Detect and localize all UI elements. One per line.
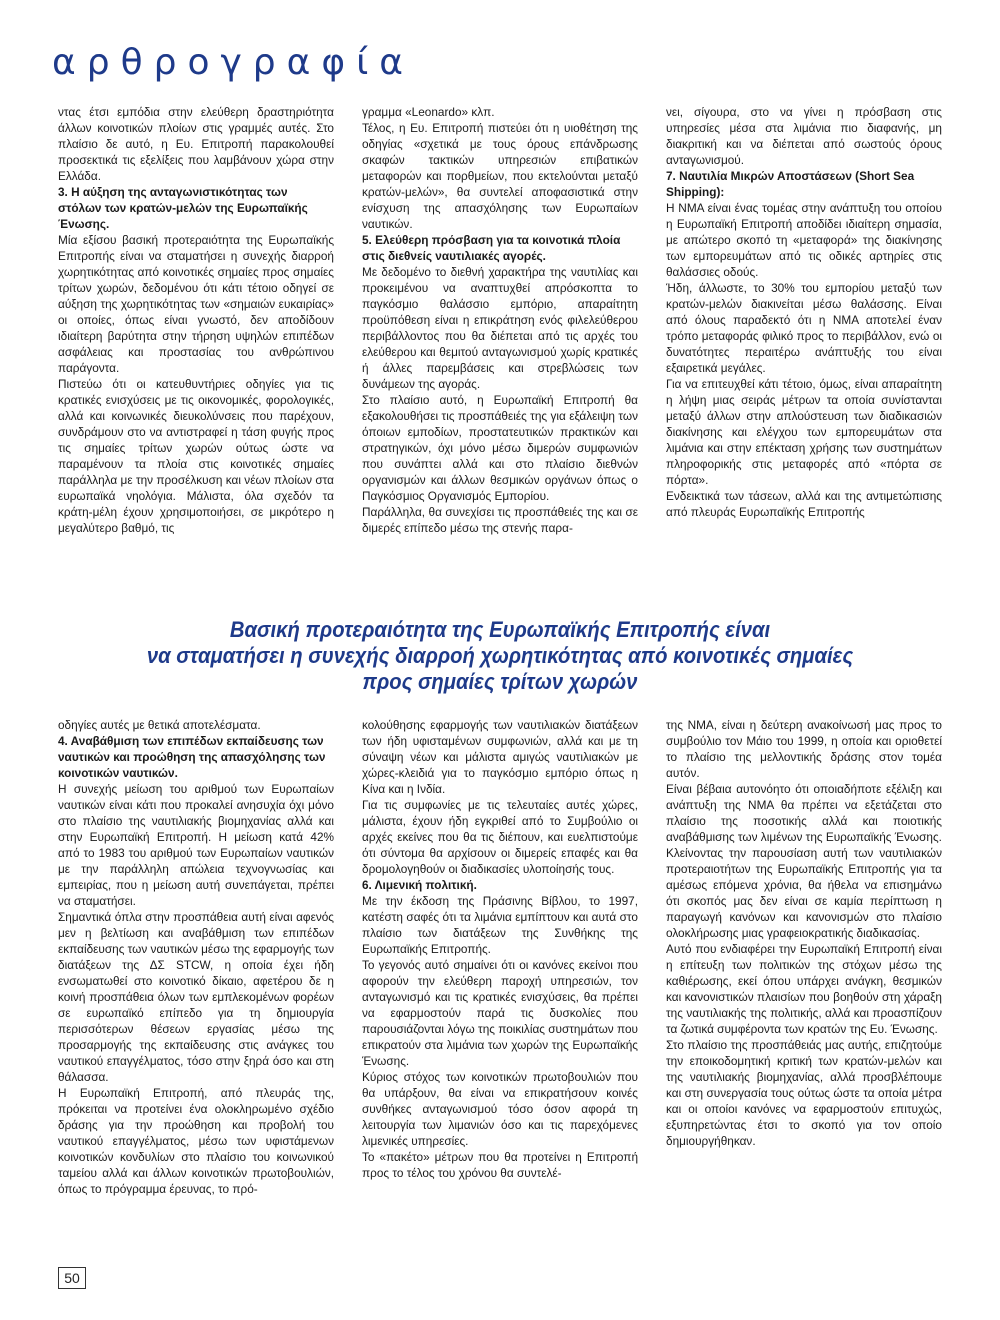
paragraph: Το γεγονός αυτό σημαίνει ότι οι κανόνες εκείνοι που αφορούν την ελεύθερη παροχή υπηρεσιών, τον ανταγωνισμό και τις κρατικές ενισχύσεις, θα πρέπει να εφαρμοστούν παρά τις δυσκολίες που παρουσιάζονται λόγω της ποικιλίας συστημάτων που επικρατούν στα λιμάνια των χωρών της Ευρωπαϊκής Ένωσης. xyxy=(362,958,638,1068)
paragraph: ντας έτσι εμπόδια στην ελεύθερη δραστηριότητα άλλων κοινοτικών πλοίων στις γραμμές αυτές. Στο πλαίσιο δε αυτό, η Ευ. Επιτροπή παρακολουθεί προσεκτικά τις εξελίξεις που λαμβάνουν χώρα στην Ελλάδα. xyxy=(58,105,334,183)
section-heading: 5. Ελεύθερη πρόσβαση για τα κοινοτικά πλοία στις διεθνείς ναυτιλιακές αγορές. xyxy=(362,233,621,263)
paragraph: Σημαντικά όπλα στην προσπάθεια αυτή είναι αφενός μεν η βελτίωση και αναβάθμιση των επιπέδων εκπαίδευσης των ναυτικών μέσω της εφαρμογής των διατάξεων της ΔΣ STCW, η οποία έχει ήδη ενσωματωθεί στο κοινοτικό δίκαιο, αφετέρου δε η κοινή προσπάθεια όλων των εμπλεκομένων φορέων σε ευρωπαϊκό επίπεδο για τη δημιουργία περισσότερων θέσεων εργασίας μέσω της προσαρμογής της εκπαίδευσης στις ανάγκες του ναυτικού επαγγέλματος, τόσο στην ξηρά όσο και στη θάλασσα. xyxy=(58,910,334,1084)
page-number: 50 xyxy=(58,1267,86,1289)
paragraph: Κλείνοντας την παρουσίαση αυτή των ναυτιλιακών προτεραιοτήτων της Ευρωπαϊκής Επιτροπής για τα αμέσως επόμενα χρόνια, θα ήθελα να επισημάνω ότι σκοπός μας δεν είναι σε καμία περίπτωση η παραγωγή κανόνων και κανονισμών στο πλαίσιο ολοκλήρωσης μιας γραφειοκρατικής διαδικασίας. xyxy=(666,846,942,940)
paragraph: Με δεδομένο το διεθνή χαρακτήρα της ναυτιλίας και προκειμένου να αναπτυχθεί απρόσκοπτα το παγκόσμιο θαλάσσιο εμπόριο, απαραίτητη προϋπόθεση είναι η επικράτηση ενός φιλελεύθερου περιβάλλοντος που θα διέπεται από τις αρχές του ελεύθερου και θεμιτού ανταγωνισμού χωρίς κρατικές ή άλλες παρεμβάσεις και στρεβλώσεις των δυνάμεων της αγοράς. xyxy=(362,265,638,391)
paragraph: γραμμα «Leonardo» κλπ. xyxy=(362,105,495,119)
paragraph: Κύριος στόχος των κοινοτικών πρωτοβουλιών που θα υπάρξουν, θα είναι να επικρατήσουν κοινές συνθήκες ανταγωνισμού τόσο όσον αφορά τη λειτουργία των λιμανιών όσο και τις παρεχόμενες λιμενικές υπηρεσίες. xyxy=(362,1070,638,1148)
paragraph: Για να επιτευχθεί κάτι τέτοιο, όμως, είναι απαραίτητη η λήψη μιας σειράς μέτρων τα οποία συνίστανται μεταξύ άλλων στην απλούστευση των διαδικασιών διακίνησης και ελέγχου των εμπορευμάτων στα λιμάνια και στην επέκταση χρήσης των συστημάτων πληροφορικής στις μεταφορές από «πόρτα σε πόρτα». xyxy=(666,377,942,487)
paragraph: Μία εξίσου βασική προτεραιότητα της Ευρωπαϊκής Επιτροπής είναι να σταματήσει η συνεχής διαρροή χωρητικότητας από κοινοτικές σημαίες προς σημαίες τρίτων χωρών, δεδομένου ότι κάτι τέτοιο οδηγεί σε αύξηση της χωρητικότητας των «σημαιών ευκαιρίας» οι οποίες, όπως είναι γνωστό, δεν αποδίδουν ιδιαίτερη βαρύτητα στην τήρηση υψηλών επιπέδων ασφάλειας και προστασίας του ανθρώπινου παράγοντα. xyxy=(58,233,334,375)
pull-quote-line: να σταματήσει η συνεχής διαρροή χωρητικότητας από κοινοτικές σημαίες xyxy=(146,643,854,668)
column xyxy=(362,717,638,1265)
paragraph: Το «πακέτο» μέτρων που θα προτείνει η Επιτροπή προς το τέλος του χρόνου θα συντελέ- xyxy=(362,1150,638,1180)
paragraph: Η ΝΜΑ είναι ένας τομέας στην ανάπτυξη του οποίου η Ευρωπαϊκή Επιτροπή αποδίδει ιδιαίτερη σημασία, με απώτερο σκοπό τη «μεταφορά» της διακίνησης των εμπορευμάτων από τις οδικές αρτηρίες στις θαλάσσιες οδούς. xyxy=(666,201,942,279)
paragraph: Η Ευρωπαϊκή Επιτροπή, από πλευράς της, πρόκειται να προτείνει ένα ολοκληρωμένο σχέδιο δράσης για την προώθηση και προβολή του ναυτικού επαγγέλματος, μέσω των υφιστάμενων κοινοτικών κονδυλίων στο πλαίσιο του κοινωνικού ταμείου αλλά και άλλων κοινοτικών πρωτοβουλιών, όπως το πρόγραμμα έρευνας, το πρό- xyxy=(58,1086,334,1196)
paragraph: νει, σίγουρα, στο να γίνει η πρόσβαση στις υπηρεσίες μέσα στα λιμάνια πιο διαφανής, μη διακριτική και να διέπεται από σωστούς όρους ανταγωνισμού. xyxy=(666,105,942,167)
paragraph: Ήδη, άλλωστε, το 30% του εμπορίου μεταξύ των κρατών-μελών διακινείται μέσω θαλάσσης. Είναι από όλους παραδεκτό ότι η ΝΜΑ αποτελεί έναν τρόπο μεταφοράς φιλικό προς το περιβάλλον, ενώ οι δυνατότητες περαιτέρω ανάπτυξής του είναι εξαιρετικά μεγάλες. xyxy=(666,281,942,375)
paragraph: Είναι βέβαια αυτονόητο ότι οποιαδήποτε εξέλιξη και ανάπτυξη της ΝΜΑ θα πρέπει να εξετάζεται στο πλαίσιο της ποσοτικής αλλά και ποιοτικής αναβάθμισης των λιμένων της Ευρωπαϊκής Ένωσης. xyxy=(666,782,942,844)
paragraph: Τέλος, η Ευ. Επιτροπή πιστεύει ότι η υιοθέτηση της οδηγίας «σχετικά με τους όρους επάνδρωσης σκαφών τακτικών υπηρεσιών επιβατικών μεταφορών και πορθμείων, που εκτελούνται μεταξύ κρατών-μελών», θα συντελεί αποφασιστικά στην ενίσχυση της απασχόλησης των Ευρωπαίων ναυτικών. xyxy=(362,121,638,231)
paragraph: Στο πλαίσιο αυτό, η Ευρωπαϊκή Επιτροπή θα εξακολουθήσει τις προσπάθειές της για εξάλειψη των όποιων εμποδίων, προστατευτικών πρακτικών και στρατηγικών, όχι μόνο μέσω διμερών συμφωνιών που συνάπτει αλλά και στο πλαίσιο διεθνών οργανισμών και άλλων θεσμικών οργάνων όπως ο Παγκόσμιος Οργανισμός Εμπορίου. xyxy=(362,393,638,503)
pull-quote-line: Βασική προτεραιότητα της Ευρωπαϊκής Επιτροπής είναι xyxy=(229,617,771,642)
column xyxy=(666,717,942,1265)
section-heading: 3. Η αύξηση της ανταγωνιστικότητας των στόλων των κρατών-μελών της Ευρωπαϊκής Ένωσης. xyxy=(58,185,308,231)
pull-quote xyxy=(123,617,877,695)
paragraph: Στο πλαίσιο της προσπάθειάς μας αυτής, επιζητούμε την εποικοδομητική κριτική των κρατών-μελών και της ναυτιλιακής βιομηχανίας, αλλά προσβλέπουμε και στη συνεργασία τους ούτως ώστε τα οποία μέτρα και οι οποίοι κανόνες να εφαρμοστούν επιτυχώς, εξυπηρετώντας έτσι το σκοπό για τον οποίο δημιουργήθηκαν. xyxy=(666,1038,942,1148)
section-heading: 6. Λιμενική πολιτική. xyxy=(362,878,477,892)
column xyxy=(666,104,942,610)
paragraph: Η συνεχής μείωση του αριθμού των Ευρωπαίων ναυτικών είναι κάτι που προκαλεί ανησυχία όχι μόνο στο πλαίσιο της ναυτιλιακής βιομηχανίας αλλά και στην Ευρωπαϊκή Επιτροπή. Η μείωση κατά 42% από το 1983 του αριθμού των Ευρωπαίων ναυτικών με την παράλληλη απώλεια τεχνογνωσίας και εμπειρίας, που η μείωση αυτή συνεπάγεται, πρέπει να σταματήσει. xyxy=(58,782,334,908)
column xyxy=(58,104,334,610)
top-columns xyxy=(58,104,942,610)
column xyxy=(58,717,334,1265)
paragraph: Ενδεικτικά των τάσεων, αλλά και της αντιμετώπισης από πλευράς Ευρωπαϊκής Επιτροπής xyxy=(666,489,942,519)
paragraph: Αυτό που ενδιαφέρει την Ευρωπαϊκή Επιτροπή είναι η επίτευξη των πολιτικών της στόχων μέσω της καθιέρωσης, εκεί όπου υπάρχει ανάγκη, θεσμικών και κανονιστικών πλαισίων που βοηθούν στη χάραξη της ναυτιλιακής της πολιτικής, αλλά και προασπίζουν τα ζωτικά συμφέροντα των κρατών της Ευ. Ένωσης. xyxy=(666,942,942,1036)
paragraph: Με την έκδοση της Πράσινης Βίβλου, το 1997, κατέστη σαφές ότι τα λιμάνια εμπίπτουν και αυτά στο πλαίσιο των διατάξεων της Συνθήκης της Ευρωπαϊκής Επιτροπής. xyxy=(362,894,638,956)
column xyxy=(362,104,638,610)
paragraph: της ΝΜΑ, είναι η δεύτερη ανακοίνωσή μας προς το συμβούλιο τον Μάιο του 1999, η οποία και οριοθετεί το πλαίσιο της μελλοντικής δράσης στον τομέα αυτόν. xyxy=(666,718,942,780)
section-title: αρθρογραφία xyxy=(52,42,415,83)
paragraph: Για τις συμφωνίες με τις τελευταίες αυτές χώρες, μάλιστα, έχουν ήδη εγκριθεί από το Συμβούλιο οι αρχές εκείνες που θα τις διέπουν, και ευελπιστούμε ότι σύντομα θα αρχίσουν οι διμερείς επαφές και θα δρομολογηθούν οι διαδικασίες υλοποίησής τους. xyxy=(362,798,638,876)
section-heading: 7. Ναυτιλία Μικρών Αποστάσεων (Short Sea Shipping): xyxy=(666,169,915,199)
paragraph: Παράλληλα, θα συνεχίσει τις προσπάθειές της και σε διμερές επίπεδο μέσω της στενής παρα- xyxy=(362,505,638,535)
section-heading: 4. Αναβάθμιση των επιπέδων εκπαίδευσης των ναυτικών και προώθηση της απασχόλησης των κοινοτικών ναυτικών. xyxy=(58,734,326,780)
bottom-columns xyxy=(58,717,942,1265)
paragraph: κολούθησης εφαρμογής των ναυτιλιακών διατάξεων των ήδη υφισταμένων συμφωνιών, αλλά και με τη σύναψη νέων και μάλιστα αμιγώς ναυτιλιακών με χώρες-κλειδιά για το παγκόσμιο εμπόριο όπως η Κίνα και η Ινδία. xyxy=(362,718,638,796)
pull-quote-line: προς σημαίες τρίτων χωρών xyxy=(362,669,638,694)
paragraph: Πιστεύω ότι οι κατευθυντήριες οδηγίες για τις κρατικές ενισχύσεις με τις οικονομικές, φορολογικές, αλλά και κοινωνικές διευκολύνσεις που παρέχουν, συνδράμουν στο να αντιστραφεί η τάση φυγής προς τις σημαίες τρίτων χωρών ούτως ώστε να παραμένουν τα πλοία στις κοινοτικές σημαίες παράλληλα με την προσέλκυση και νέων πλοίων στα ευρωπαϊκά νηολόγια. Μάλιστα, όλα σχεδόν τα κράτη-μέλη έχουν χρησιμοποιήσει, σε μικρότερο η μεγαλύτερο βαθμό, τις xyxy=(58,377,334,535)
paragraph: οδηγίες αυτές με θετικά αποτελέσματα. xyxy=(58,718,261,732)
